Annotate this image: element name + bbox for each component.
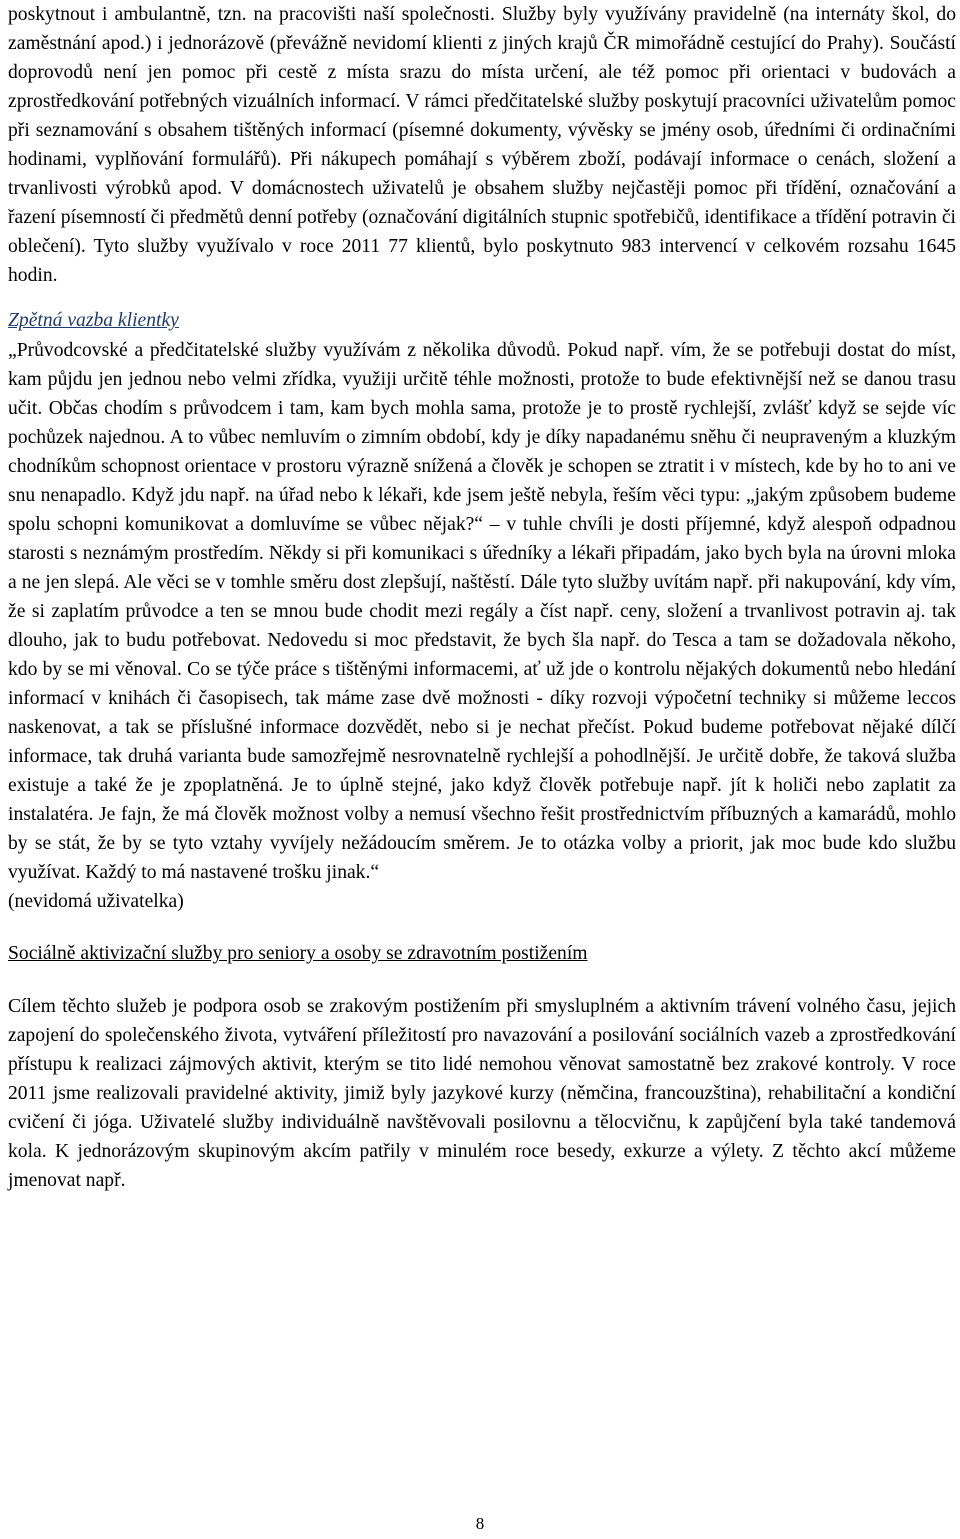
paragraph-escort-services: poskytnout i ambulantně, tzn. na pracovišti naší společnosti. Služby byly využívány pravidelně (na internáty škol, do zaměstnání apod.) i jednorázově (převážně nevidomí klienti z jiných krajů ČR mimořádně cestující do Prahy). Součástí doprovodů není jen pomoc při cestě z místa srazu do místa určení, ale též pomoc při orientaci v budovách a zprostředkování potřebných vizuálních informací. V rámci předčitatelské služby poskytují pracovníci uživatelům pomoc při seznamování s obsahem tištěných informací (písemné dokumenty, vývěsky se jmény osob, úředními či ordinačními hodinami, vyplňování formulářů). Při nákupech pomáhají s výběrem zboží, podávají informace o cenách, složení a trvanlivosti výrobků apod. V domácnostech uživatelů je obsahem služby nejčastěji pomoc při třídění, označování a řazení písemností či předmětů denní potřeby (označování digitálních stupnic spotřebičů, identifikace a třídění potravin či oblečení). Tyto služby využívalo v roce 2011 77 klientů, bylo poskytnuto 983 intervencí v celkovém rozsahu 1645 hodin. xyxy=(8,4,956,287)
paragraph-activation-services: Cílem těchto služeb je podpora osob se zrakovým postižením při smysluplném a aktivním trávení volného času, jejich zapojení do společenského života, vytváření příležitostí pro navazování a posilování sociálních vazeb a zprostředkování přístupu k realizaci zájmových aktivit, kterým se tito lidé nemohou věnovat samostatně bez zrakové kontroly. V roce 2011 jsme realizovali pravidelné aktivity, jimiž byly jazykové kurzy (němčina, francouzština), rehabilitační a kondiční cvičení či jóga. Uživatelé služby individuálně navštěvovali posilovnu a tělocvičnu, k zapůjčení byla také tandemová kola. K jednorázovým skupinovým akcím patřily v minulém roce besedy, exkurze a výlety. Z těchto akcí můžeme jmenovat např. xyxy=(8,995,956,1191)
document-page xyxy=(8,0,956,1195)
paragraph-client-quote: „Průvodcovské a předčitatelské služby využívám z několika důvodů. Pokud např. vím, že se potřebuji dostat do míst, kam půjdu jen jednou nebo velmi zřídka, využiji určitě téhle možnosti, protože to bude efektivnější než se danou trasu učit. Občas chodím s průvodcem i tam, kam bych mohla sama, protože je to prostě rychlejší, zvlášť když se sejde víc pochůzek najednou. A to vůbec nemluvím o zimním období, kdy je díky napadanému sněhu či neupraveným a kluzkým chodníkům schopnost orientace v prostoru výrazně snížená a člověk je schopen se ztratit i v místech, kde by ho to ani ve snu nenapadlo. Když jdu např. na úřad nebo k lékaři, kde jsem ještě nebyla, řeším věci typu: „jakým způsobem budeme spolu schopni komunikovat a domluvíme se vůbec nějak?“ – v tuhle chvíli je dosti příjemné, když alespoň odpadnou starosti s neznámým prostředím. Někdy si při komunikaci s úředníky a lékaři připadám, jako bych byla na úrovni mloka a ne jen slepá. Ale věci se v tomhle směru dost zlepšují, naštěstí. Dále tyto služby uvítám např. při nakupování, kdy vím, že si zaplatím průvodce a ten se mnou bude chodit mezi regály a číst např. ceny, složení a trvanlivost potravin aj. tak dlouho, jak to budu potřebovat. Nedovedu si moc představit, že bych šla např. do Tesca a tam se dožadovala někoho, kdo by se mi věnoval. Co se týče práce s tištěnými informacemi, ať už jde o kontrolu nějakých dokumentů nebo hledání informací v knihách či časopisech, tak máme zase dvě možnosti - díky rozvoji výpočetní techniky si můžeme leccos naskenovat, a tak se příslušné informace dozvědět, nebo si je nechat přečíst. Pokud budeme potřebovat nějaké dílčí informace, tak druhá varianta bude samozřejmě nesrovnatelně rychlejší a pohodlnější. Je určitě dobře, že taková služba existuje a také že je zpoplatněná. Je to úplně stejné, jako když člověk potřebuje např. jít k holiči nebo zaplatit za instalatéra. Je fajn, že má člověk možnost volby a nemusí všechno řešit prostřednictvím příbuzných a kamarádů, mohlo by se stát, že by se tyto vztahy vyvíjely nežádoucím směrem. Je to otázka volby a priorit, jak moc bude kdo službu využívat. Každý to má nastavené trošku jinak.“ xyxy=(8,339,956,884)
heading-client-feedback: Zpětná vazba klientky xyxy=(8,310,179,332)
page-number: 8 xyxy=(475,1514,485,1533)
quote-attribution: (nevidomá uživatelka) xyxy=(8,891,184,913)
heading-activation-services: Sociálně aktivizační služby pro seniory a osoby se zdravotním postižením xyxy=(8,943,588,965)
